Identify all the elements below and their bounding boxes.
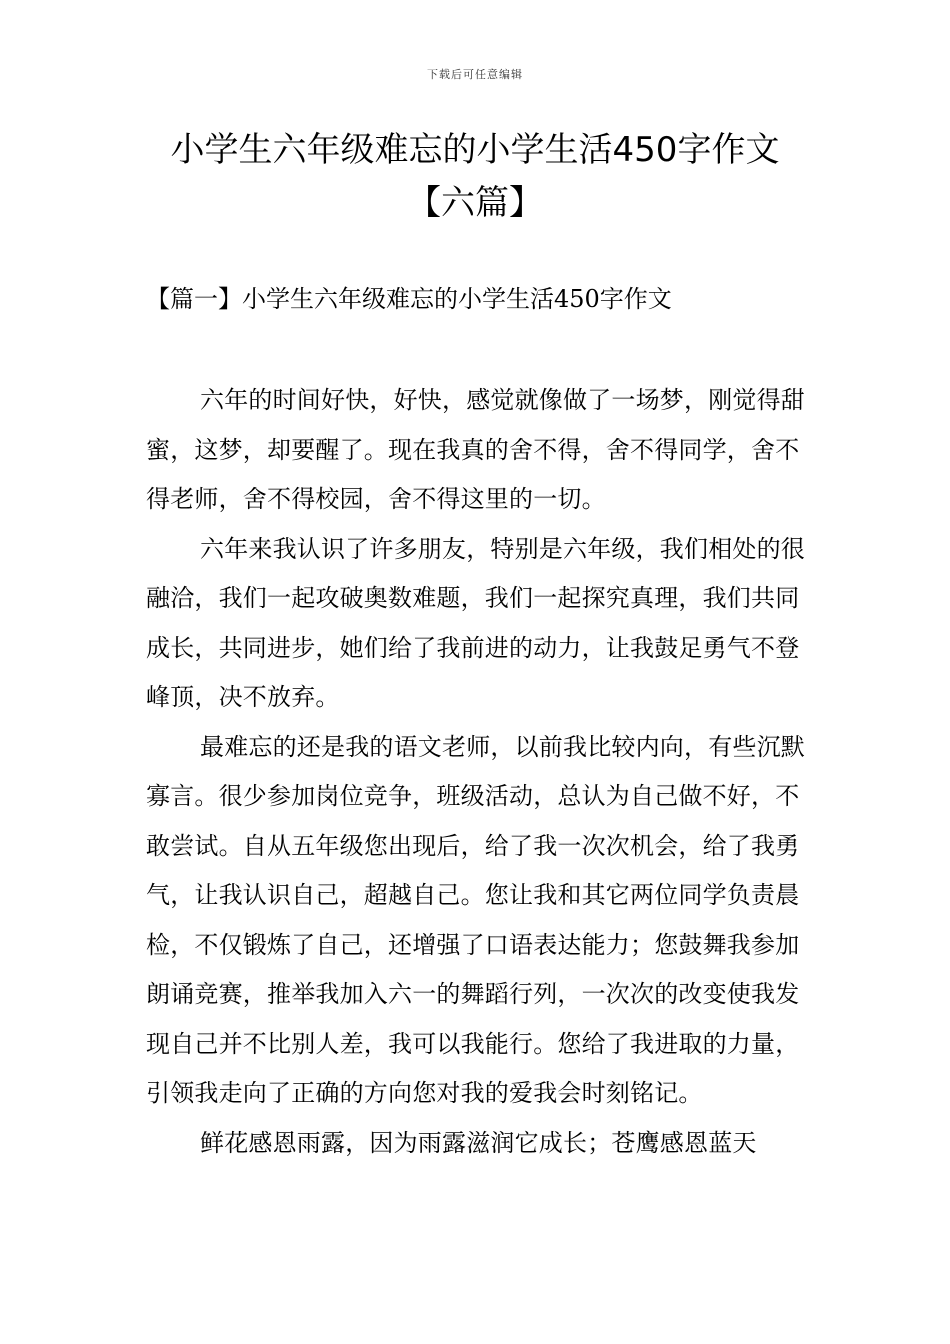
paragraph: 最难忘的还是我的语文老师，以前我比较内向，有些沉默寡言。很少参加岗位竞争，班级活动，总认为自己做不好，不敢尝试。自从五年级您出现后，给了我一次次机会，给了我勇气，让我认识自己，超越自己。您让我和其它两位同学负责晨检，不仅锻炼了自己，还增强了口语表达能力；您鼓舞我参加朗诵竞赛，推举我加入六一的舞蹈行列，一次次的改变使我发现自己并不比别人差，我可以我能行。您给了我进取的力量，引领我走向了正确的方向您对我的爱我会时刻铭记。 (146, 732, 805, 1107)
section-heading: 【篇一】小学生六年级难忘的小学生活450字作文 (146, 285, 672, 313)
paragraph: 六年来我认识了许多朋友，特别是六年级，我们相处的很融洽，我们一起攻破奥数难题，我们一起探究真理，我们共同成长，共同进步，她们给了我前进的动力，让我鼓足勇气不登峰顶，决不放弃。 (146, 534, 805, 711)
document-title (120, 124, 830, 230)
document-title-line-2: 【六篇】 (407, 183, 543, 223)
document-body (146, 376, 810, 1168)
document-title-line-1: 小学生六年级难忘的小学生活450字作文 (170, 130, 780, 170)
paragraph: 六年的时间好快，好快，感觉就像做了一场梦，刚觉得甜蜜，这梦，却要醒了。现在我真的舍不得，舍不得同学，舍不得老师，舍不得校园，舍不得这里的一切。 (146, 386, 805, 513)
header-note: 下载后可任意编辑 (427, 68, 523, 81)
paragraph: 鲜花感恩雨露，因为雨露滋润它成长；苍鹰感恩蓝天 (200, 1128, 757, 1157)
